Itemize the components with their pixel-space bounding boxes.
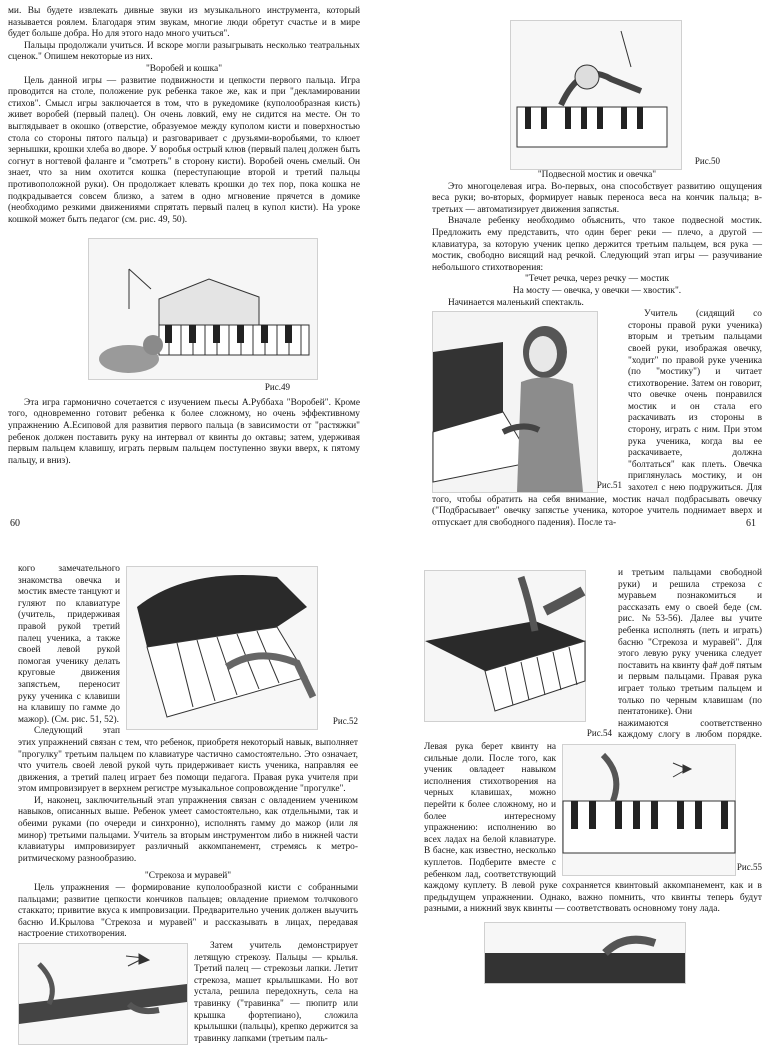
figure-55-caption: Рис.55	[736, 862, 762, 873]
verse-line: На мосту — овечка, у овечки — хвостик".	[512, 285, 682, 296]
figure-52-wrap	[126, 566, 358, 728]
paragraph: нажимаются соответственно каждому слогу в любом порядке. Левая рука берет квинту на сильные доли. После того, как ученик овладеет навыком исполнения стихотворения на черных клавишах, можно перейти к более сложному, но и более интересному упражнению: исполнению во всех ладах на белой клавиатуре. В басне, как известно, несколько куплетов. Подберите вместе с ребенком лад, соответствующий каждому куплету. В левой руке сохраняется квинтовый аккомпанемент, как и в предыдущем упражнении. Однако, важно помнить, что квинты теперь будут разными, а нижний звук квинты — соответствовать основному тону лада.	[424, 718, 762, 915]
page-63	[424, 568, 762, 1024]
figure-51-illustration	[432, 311, 598, 493]
paragraph: Пальцы продолжали учиться. И вскоре могли разыгрывать несколько театральных сценок." Опишем некоторые из них.	[8, 40, 360, 63]
verse-line: "Течет речка, через речку — мостик	[524, 274, 670, 285]
page-number-61: 61	[746, 518, 756, 529]
paragraph: Цель данной игры — развитие подвижности и цепкости первого пальца. Игра проводится на столе, положение рук ребенка такое же, как и при "декламировании стихов". Смысл игры заключается в том, что в рукедомике (куполообразная кисть) живет воробей (первый палец). Он очень ловкий, ему не сидится на месте. Он то выглядывает в окошко (отверстие, образуемое между куполом кисти и поверхностью стола со стороны пятого пальца) и разговаривает с друзьями-воробьями, то клюет зернышки, крошки хлеба во дворе. У воробья острый клюв (первый палец должен быть согнут в ногтевой фаланге и "смотреть" в сторону кисти). Воробей очень смелый. Он знает, что за ним охотится кошка (переступающие второй и третий пальцы противоположной руки). Он продолжает клевать крошки до тех пор, пока кошка не подкрадывается совсем близко, а затем в одно мгновение прячется в домике (необходимо резкими движениями спрятать первый палец в купол кисти). На уроке кошкой может быть педагог (см. рис. 49, 50).	[8, 75, 360, 225]
figure-55-illustration	[562, 744, 736, 876]
paragraph: кого замечательного знакомства овечка и мостик вместе танцуют и гуляют по клавиатуре (учитель, придерживая правой рукой третий палец ученика, а также своей левой рукой помогая ученику делать круговые движения запястьем, переносит руку ученика с клавиши на клавишу по гамме до мажор). (См. рис. 51, 52).	[18, 564, 120, 725]
figure-55-wrap	[562, 744, 762, 874]
paragraph: Эта игра гармонично сочетается с изучением пьесы А.Руббаха "Воробей". Кроме того, одновременно готовит ребенка к более сложному, но очень эффективному упражнению А.Есиповой для развития первого пальца (в зависимости от "растяжки" ребенок должен поставить руку на интервал от квинты до октавы; затем, удерживая первым пальцем клавишу, играть первым пальцем поступенно звуки вверх, к пятому пальцу, и вниз).	[8, 397, 360, 466]
figure-53-illustration	[18, 943, 188, 1045]
paragraph: Затем учитель демонстрирует летящую стрекозу. Пальцы — крылья. Третий палец — стрекозьи лапки. Летит стрекоза, машет крылышками. Но вот устала, решила передохнуть, села на травинку ("травинка" — пюпитр или крышка фортепиано), сложила крылышки (пальцы), крепко держится за травинку лапками (третьим паль-	[194, 941, 358, 1044]
figure-52-illustration	[126, 566, 318, 730]
page-61	[432, 20, 762, 540]
page-60	[8, 6, 360, 536]
figure-51-caption: Рис.51	[596, 479, 622, 490]
section-heading: "Стрекоза и муравей"	[144, 871, 232, 882]
figure-50-illustration	[510, 20, 682, 170]
paragraph: Начинается маленький спектакль.	[448, 297, 584, 308]
paragraph: Следующий этап этих упражнений связан с тем, что ребенок, приобретя некоторый навык, выполняет "прогулку" третьим пальцем по клавиатуре частично самостоятельно. Это означает, что учитель своей левой рукой чуть придерживает кисть ученика, направляя ее движения, а третий палец играет без помощи педагога. Правая рука учителя при этом импровизирует в верхнем регистре музыкальное сопровождение "прогулке".	[18, 726, 358, 795]
figure-54-caption: Рис.54	[586, 728, 612, 739]
figure-51-wrap	[432, 311, 622, 491]
paragraph: Цель упражнения — формирование куполообразной кисти с собранными пальцами; развитие цепкости кончиков пальцев; овладение приемом толчкового стаккато; привитие вкуса к импровизации. Предварительно ученик должен выучить басню И.Крылова "Стрекоза и муравей" и рассказывать в лицах, передавая настроение стихотворения.	[18, 883, 358, 940]
paragraph: ми. Вы будете извлекать дивные звуки из музыкального инструмента, который называется роялем. Благодаря этим звукам, многие люди обретут счастье и в мире будет больше добра. Но для этого надо много учиться".	[8, 6, 360, 40]
figure-52-caption: Рис.52	[332, 716, 358, 727]
figure-56-illustration	[484, 922, 686, 984]
figure-49-illustration	[88, 238, 318, 380]
figure-54-illustration	[424, 570, 586, 722]
section-heading: "Воробей и кошка"	[145, 63, 223, 74]
paragraph: Учитель (сидящий со стороны правой руки ученика) вторым и третьим пальцами своей руки, изображая овечку, "ходит" по правой руке ученика (по "мостику") и читает стихотворение. Затем он говорит, что овечке очень понравился мостик и он стала его раскачивать из стороны в сторону, играть с ним. При этом рука ученика, когда вы ее раскачиваете, должна "болтаться" как плеть. Овечка приглянулась мостику, и он захотел с нею подружиться. Для того, чтобы обратить на себя внимание, мостик начал подбрасывать овечку ("Подбрасывает" овечку запястье ученика, которое учитель поднимает вверх и отпускает для свободного падения). После та-	[432, 309, 762, 528]
paragraph: Вначале ребенку необходимо объяснить, что такое подвесной мостик. Предложить ему представить, что один берег реки — плечо, а другой — клавиатура, за которую ученик цепко держится третьим пальцем, вся рука — мостик, свободно висящий над речкой. Следующий этап игры — разучивание небольшого стихотворения:	[432, 216, 762, 273]
paragraph: И, наконец, заключительный этап упражнения связан с овладением учеником навыков, описанных выше. Ребенок умеет самостоятельно, как отдельными, так и обеими руками (по очереди и синхронно), исполнять гамму до мажор (или ля минор) третьими пальцами. Учитель за вторым инструментом либо в нижней части клавиатуры импровизирует различный аккомпанемент, стремясь к метро-ритмическому разнообразию.	[18, 795, 358, 864]
page-62	[18, 564, 358, 1044]
page-number-60: 60	[10, 518, 20, 529]
figure-54-wrap	[424, 570, 612, 740]
paragraph: Это многоцелевая игра. Во-первых, она способствует развитию ощущения веса руки; во-вторых, формирует навык переноса веса на кончик пальца; в-третьих — автоматизирует движения запястья.	[432, 181, 762, 215]
section-heading: "Подвесной мостик и овечка"	[537, 170, 657, 180]
paragraph: и третьим пальцами свободной руки) и решила стрекоза с муравьем познакомиться и рассказать ему о своей беде (см. рис. №53-56). Далее вы учите ребенка исполнять (петь и играть) басню "Стрекоза и муравей". Для этого левую руку ученика следует поставить на квинту фа# до# пятым и первым пальцами. Правая рука играет только третьим пальцем и только по черным клавишам (по пентатонике). Они	[618, 568, 762, 718]
figure-50-caption: Рис.50	[694, 156, 720, 167]
figure-49-caption: Рис.49	[264, 382, 290, 393]
